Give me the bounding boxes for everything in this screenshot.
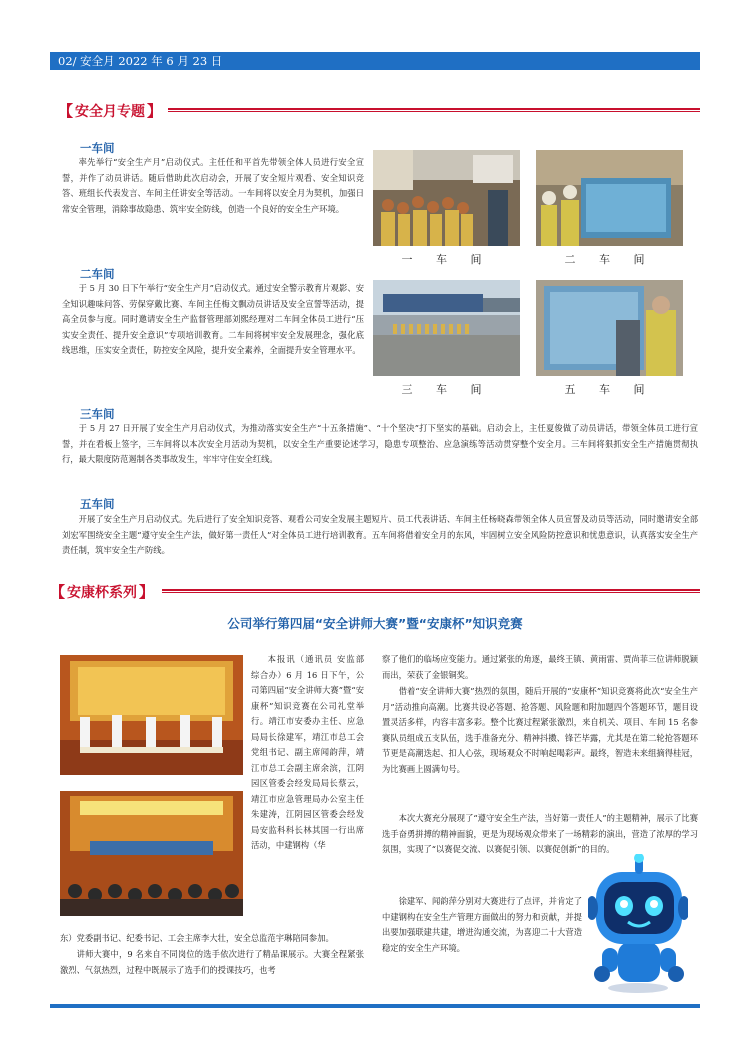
caption-workshop-2: 二 车 间 [564,253,655,266]
article-right-p2: 借着“安全讲师大赛”热烈的氛围，随后开展的“安康杯”知识竞赛将此次“安全生产月”活动推向高潮。比赛共设必答题、抢答题、风险题和附加题四个答题环节，题目设置灵活多样，内容丰富多彩。整个比赛过程紧张激烈，来自机关、项目、车间 15 名参赛队员组成五支队伍，选手准备充分、精神抖擞、锋芒毕露，尤其是在第二轮抢答题环节更是高潮迭起、扣人心弦，现场观众不时响起喝彩声。最终，智造未来组摘得桂冠，为比赛画上圆满句号。 [382,686,698,774]
article-left-col: 本报讯（通讯员 安监部 综合办）6 月 16 日下午，公司第四届“安全讲师大赛”暨“安康杯”知识竞赛在公司礼堂举行。靖江市安委办主任、应急局局长徐建军，靖江市总工会党组书记、副主席闻韵萍，靖江市总工会副主席余滨，江阴园区管委会经发局局长蔡云，靖江市应急管理局办公室主任朱建涛，江阴园区管委会经发局安监科科长林其国一行出席活动，中建钢构（华 [251,654,364,850]
bracket-open-2: 【 [50,583,66,601]
section-divider [168,108,700,112]
photo-workshop-3 [373,280,520,376]
photo-stage-1 [60,655,243,775]
article-right-p1: 察了他们的临场应变能力。通过紧张的角逐，最终王镇、黄雨雷、贾尚菲三位讲师脱颖而出，荣获了金银铜奖。 [382,654,698,680]
section-heading-ankang-cup [50,581,154,602]
caption-workshop-1: 一 车 间 [401,253,492,266]
header-bar [50,52,700,70]
subtitle-workshop-5: 五车间 [80,497,115,511]
text-workshop-3: 于 5 月 27 日开展了安全生产月启动仪式，为推动落实安全生产“十五条措施”、“十个坚决”打下坚实的基础。启动会上，主任夏俊做了动员讲话，带领全体员工进行宣誓，并在看板上签字，三车间将以本次安全月活动为契机，以安全生产重要论述学习，隐患专项整治、应急演练等活动贯穿整个安全月。三车间将狠抓安全生产措施贯彻执行，最大限度防范遏制各类事故发生，牢牢守住安全红线。 [62,423,698,464]
article-left-full-1: 东）党委副书记、纪委书记、工会主席李大壮，安全总监范宇琳陪同参加。 [60,933,334,943]
header-text: 02/ 安全月 2022 年 6 月 23 日 [58,54,223,68]
article-left-full-2: 讲师大赛中，9 名来自不同岗位的选手依次进行了精品课展示。大赛全程紧张激烈、气氛热烈，过程中既展示了选手们的授课技巧，也考 [60,949,364,975]
caption-workshop-5: 五 车 间 [564,383,655,396]
mascot-robot-icon [588,854,688,994]
subtitle-workshop-2: 二车间 [80,267,115,281]
section2-title: 安康杯系列 [67,584,138,601]
section-title: 安全月专题 [75,103,146,120]
photo-stage-2 [60,791,243,916]
section-heading-safety-month [58,100,162,121]
text-workshop-5: 开展了安全生产月启动仪式。先后进行了安全知识竞答、观看公司安全发展主题短片、员工代表讲话、车间主任杨晓森带领全体人员宣誓及动员等活动，同时邀请安全部刘宏军围绕安全主题“遵守安全生产法，做好第一责任人”对全体员工进行培训教育。五车间将借着安全月的东风，牢固树立安全风险防控意识和忧患意识，认真落实安全生产责任制，筑牢安全生产防线。 [62,514,698,555]
subtitle-workshop-3: 三车间 [80,407,115,421]
bracket-close: 】 [147,102,163,120]
caption-workshop-3: 三 车 间 [401,383,492,396]
photo-workshop-1 [373,150,520,246]
article-right-p4: 徐建军、闻韵萍分别对大赛进行了点评，并肯定了中建钢构在安全生产管理方面做出的努力和贡献，并提出要加强联建共建，增进沟通交流，为喜迎二十大营造稳定的安全生产环境。 [382,896,582,953]
article-right-p3-text: 本次大赛充分展现了“遵守安全生产法，当好第一责任人”的主题精神，展示了比赛选手奋勇拼搏的精神面貌，更是为现场观众带来了一场精彩的演出，营造了浓厚的学习氛围，实现了“以赛促交流、以赛促引领、以赛促创新”的目的。 [382,813,698,854]
text-workshop-2: 于 5 月 30 日下午举行“安全生产月”启动仪式。通过安全警示教育片观影、安全知识趣味问答、劳保穿戴比赛、车间主任梅文飘动员讲话及安全宣誓等活动，提高全员参与度。同时邀请安全生产监督管理部刘熙经理对二车间全体员工进行“压实安全责任、提升安全意识”专项培训教育。二车间将树牢安全发展理念，强化底线思维，压实安全责任，防控安全风险，提升安全素养，全面提升安全管理水平。 [62,283,364,355]
subtitle-workshop-1: 一车间 [80,141,115,155]
photo-workshop-2 [536,150,683,246]
bracket-close-2: 】 [139,583,155,601]
footer-bar [50,1004,700,1008]
text-workshop-1: 率先举行“安全生产月”启动仪式。主任任和平首先带领全体人员进行安全宣誓，并作了动员讲话。随后借助此次启动会，开展了安全短片观看、安全知识竞答、班组长代表发言、车间主任讲安全等活动。一车间将以安全月为契机，加强日常安全管理，消除事故隐患、筑牢安全防线，创造一个良好的安全生产环境。 [62,157,364,214]
photo-workshop-5 [536,280,683,376]
article-title: 公司举行第四届“安全讲师大赛”暨“安康杯”知识竞赛 [227,616,523,631]
section2-divider [162,589,700,593]
bracket-open: 【 [58,102,74,120]
